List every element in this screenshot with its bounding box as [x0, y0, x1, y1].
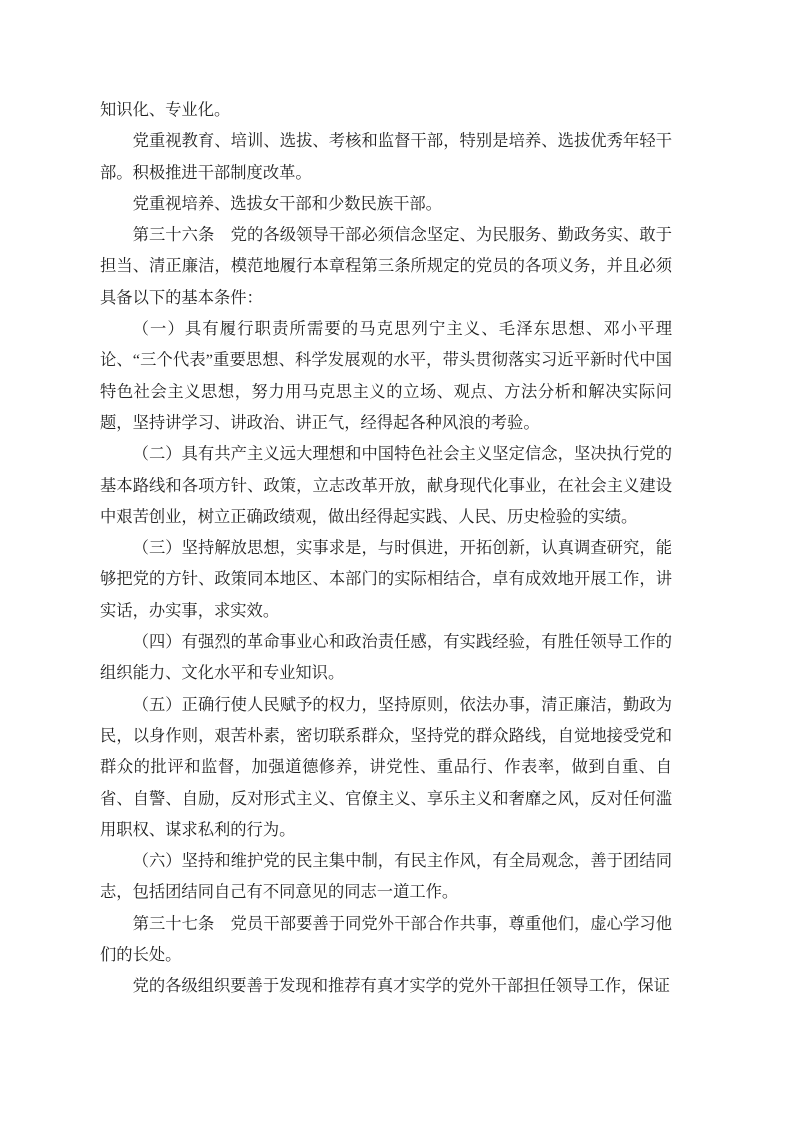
paragraph: 党重视教育、培训、选拔、考核和监督干部，特别是培养、选拔优秀年轻干部。积极推进干部制度改革。 — [100, 131, 672, 182]
paragraph: 党的各级组织要善于发现和推荐有真才实学的党外干部担任领导工作，保证 — [132, 976, 670, 996]
paragraph: （六）坚持和维护党的民主集中制，有民主作风，有全局观念，善于团结同志，包括团结同自己有不同意见的同志一道工作。 — [100, 851, 672, 902]
paragraph: （三）坚持解放思想，实事求是，与时俱进，开拓创新，认真调查研究，能够把党的方针、政策同本地区、本部门的实际相结合，卓有成效地开展工作，讲实话，办实事，求实效。 — [100, 538, 672, 620]
paragraph: 知识化、专业化。 — [100, 100, 231, 119]
paragraph: （一）具有履行职责所需要的马克思列宁主义、毛泽东思想、邓小平理论、“三个代表”重要思想、科学发展观的水平，带头贯彻落实习近平新时代中国特色社会主义思想，努力用马克思主义的立场、观点、方法分析和解决实际问题，坚持讲学习、讲政治、讲正气，经得起各种风浪的考验。 — [100, 319, 672, 432]
paragraph: （五）正确行使人民赋予的权力，坚持原则，依法办事，清正廉洁，勤政为民，以身作则，艰苦朴素，密切联系群众，坚持党的群众路线，自觉地接受党和群众的批评和监督，加强道德修养，讲党性、重品行、作表率，做到自重、自省、自警、自励，反对形式主义、官僚主义、享乐主义和奢靡之风，反对任何滥用职权、谋求私利的行为。 — [100, 694, 672, 839]
paragraph: 第三十七条 党员干部要善于同党外干部合作共事，尊重他们，虚心学习他们的长处。 — [100, 913, 672, 965]
paragraph: （二）具有共产主义远大理想和中国特色社会主义坚定信念，坚决执行党的基本路线和各项方针、政策，立志改革开放，献身现代化事业，在社会主义建设中艰苦创业，树立正确政绩观，做出经得起实践、人民、历史检验的实绩。 — [100, 444, 672, 526]
document-content — [100, 94, 672, 1002]
paragraph: 党重视培养、选拔女干部和少数民族干部。 — [132, 193, 442, 213]
paragraph: 第三十六条 党的各级领导干部必须信念坚定、为民服务、勤政务实、敢于担当、清正廉洁，模范地履行本章程第三条所规定的党员的各项义务，并且必须具备以下的基本条件： — [100, 225, 672, 307]
paragraph: （四）有强烈的革命事业心和政治责任感，有实践经验，有胜任领导工作的组织能力、文化水平和专业知识。 — [100, 632, 672, 683]
